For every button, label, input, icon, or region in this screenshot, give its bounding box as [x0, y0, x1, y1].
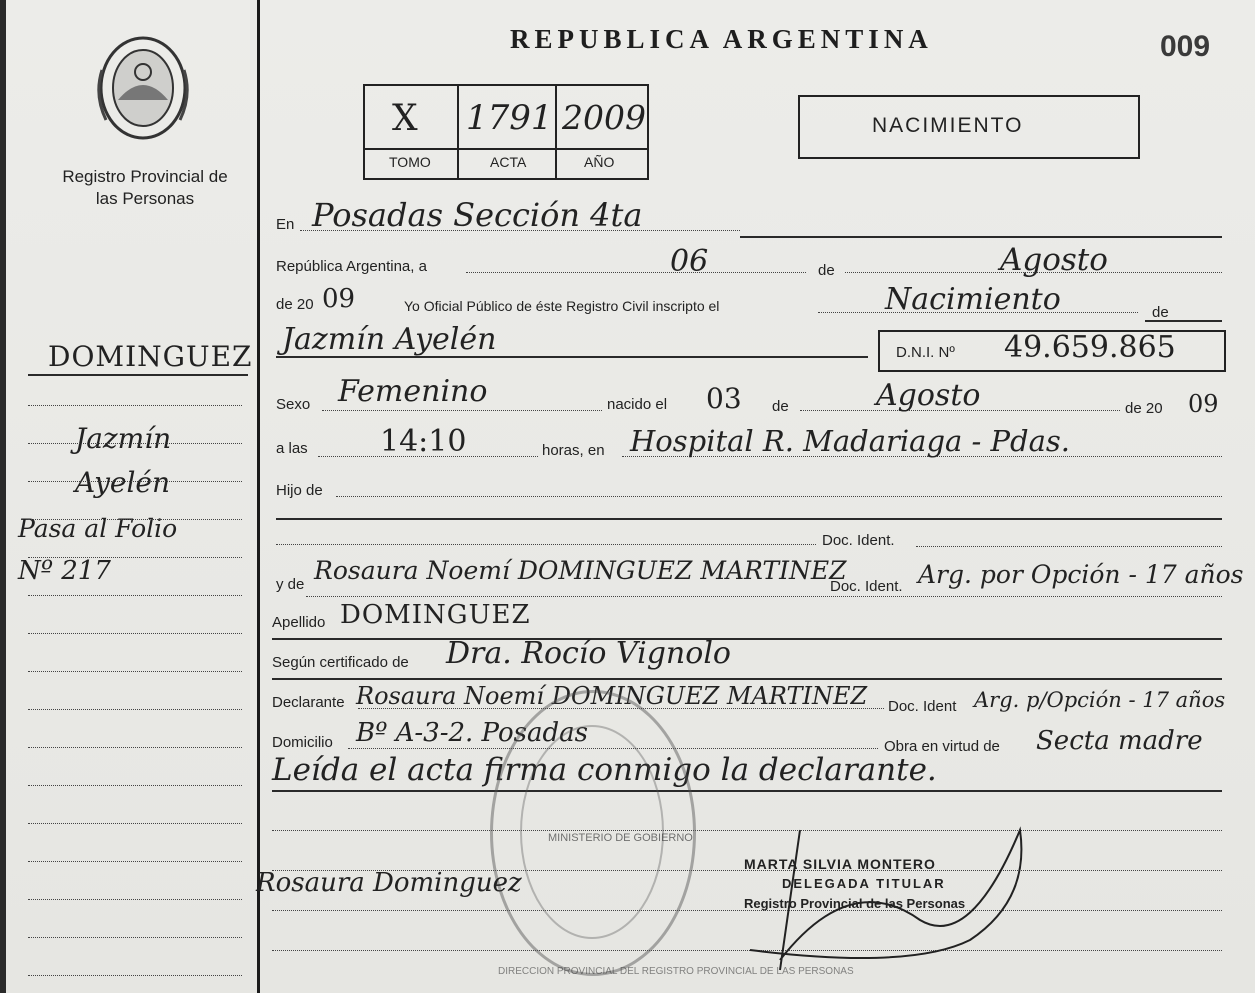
month-value: Agosto: [1000, 242, 1108, 278]
day-value: 06: [670, 244, 709, 279]
official-office: Registro Provincial de las Personas: [744, 896, 966, 911]
official-name: MARTA SILVIA MONTERO: [744, 856, 936, 872]
margin-rule: [28, 633, 242, 634]
misiones-emblem-icon: [88, 30, 198, 145]
certificado-label: Según certificado de: [272, 654, 409, 671]
page-number: 009: [1160, 30, 1211, 63]
margin-rule: [28, 519, 242, 520]
sexo-label: Sexo: [276, 396, 311, 413]
margin-given2: Ayelén: [75, 466, 171, 499]
declarante-signature: Rosaura Dominguez: [256, 868, 522, 898]
margin-rule: [28, 861, 242, 862]
official-title: DELEGADA TITULAR: [782, 876, 946, 891]
margin-rule: [28, 785, 242, 786]
margin-note1: Pasa al Folio: [18, 514, 178, 543]
obra-value: Secta madre: [1036, 726, 1203, 756]
birth-day-value: 03: [706, 382, 742, 415]
inscripcion-value: Nacimiento: [885, 282, 1061, 317]
anio-value: 2009: [562, 98, 646, 137]
y-de-label: y de: [276, 576, 305, 593]
dni-label: D.N.I. Nº: [896, 344, 955, 361]
obra-label: Obra en virtud de: [884, 738, 1000, 755]
en-value: Posadas Sección 4ta: [312, 196, 643, 234]
a-las-label: a las: [276, 440, 308, 457]
margin-rule: [28, 899, 242, 900]
hijo-label: Hijo de: [276, 482, 323, 499]
declarante-value: Rosaura Noemí DOMINGUEZ MARTINEZ: [356, 682, 868, 710]
margin-rule: [28, 671, 242, 672]
madre-doc-value: Arg. por Opción - 17 años: [918, 560, 1244, 589]
record-type: NACIMIENTO: [872, 114, 1024, 137]
margin-rule: [28, 937, 242, 938]
margin-rule: [28, 747, 242, 748]
anio-label: AÑO: [584, 154, 615, 170]
nacido-label: nacido el: [607, 396, 668, 413]
birth-year-value: 09: [1188, 390, 1219, 418]
de-label3: de: [772, 398, 789, 415]
apellido-label: Apellido: [272, 614, 326, 631]
de20-label: de 20: [276, 296, 314, 313]
sexo-value: Femenino: [338, 374, 488, 409]
acta-label: ACTA: [490, 154, 527, 170]
doc-ident-label2: Doc. Ident.: [830, 578, 903, 595]
horas-label: horas, en: [542, 442, 605, 459]
year-value: 09: [322, 284, 356, 314]
margin-surname: DOMINGUEZ: [48, 340, 253, 373]
oficial-text: Yo Oficial Público de éste Registro Civil inscripto el: [404, 298, 720, 314]
birth-month-value: Agosto: [876, 378, 981, 413]
certificado-value: Dra. Rocío Vignolo: [446, 636, 731, 671]
margin-rule: [28, 709, 242, 710]
margin-rule: [28, 823, 242, 824]
margin-note2: Nº 217: [18, 556, 111, 586]
binding-edge: [0, 0, 6, 993]
madre-value: Rosaura Noemí DOMINGUEZ MARTINEZ: [314, 556, 847, 585]
de-label2: de: [1152, 304, 1169, 321]
hora-value: 14:10: [380, 424, 467, 459]
doc-ident-label: Doc. Ident.: [822, 532, 895, 549]
acta-value: 1791: [466, 98, 553, 138]
margin-rule: [28, 595, 242, 596]
margin-given1: Jazmín: [75, 422, 172, 455]
dni-value: 49.659.865: [1004, 330, 1176, 365]
apellido-value: DOMINGUEZ: [340, 600, 531, 630]
margin-rule: [28, 557, 242, 558]
margin-rule: [28, 481, 242, 482]
tomo-value: X: [392, 98, 418, 139]
margin-divider: [257, 0, 260, 993]
margin-rule: [28, 975, 242, 976]
name-value: Jazmín Ayelén: [282, 322, 497, 357]
declarante-label: Declarante: [272, 694, 345, 711]
leida-text: Leída el acta firma conmigo la declarante.: [272, 752, 937, 788]
tomo-label: TOMO: [389, 154, 431, 170]
domicilio-value: Bº A-3-2. Posadas: [356, 718, 588, 748]
de20-label2: de 20: [1125, 400, 1163, 417]
seal-center-text: MINISTERIO DE GOBIERNO: [548, 832, 693, 844]
en-label: En: [276, 216, 295, 233]
margin-rule: [28, 443, 242, 444]
margin-rule: [28, 405, 242, 406]
de-label: de: [818, 262, 835, 279]
republica-label: República Argentina, a: [276, 258, 427, 275]
official-signature-icon: [720, 810, 1060, 990]
lugar-value: Hospital R. Madariaga - Pdas.: [630, 424, 1070, 458]
registry-name: Registro Provincial de las Personas: [62, 167, 228, 208]
doc-ident-label3: Doc. Ident: [888, 698, 957, 715]
country-title: REPUBLICA ARGENTINA: [510, 24, 933, 54]
domicilio-label: Domicilio: [272, 734, 333, 751]
seal-ring-text: DIRECCION PROVINCIAL DEL REGISTRO PROVINCIAL DE LAS PERSONAS: [498, 966, 854, 977]
declarante-doc-value: Arg. p/Opción - 17 años: [974, 688, 1226, 712]
